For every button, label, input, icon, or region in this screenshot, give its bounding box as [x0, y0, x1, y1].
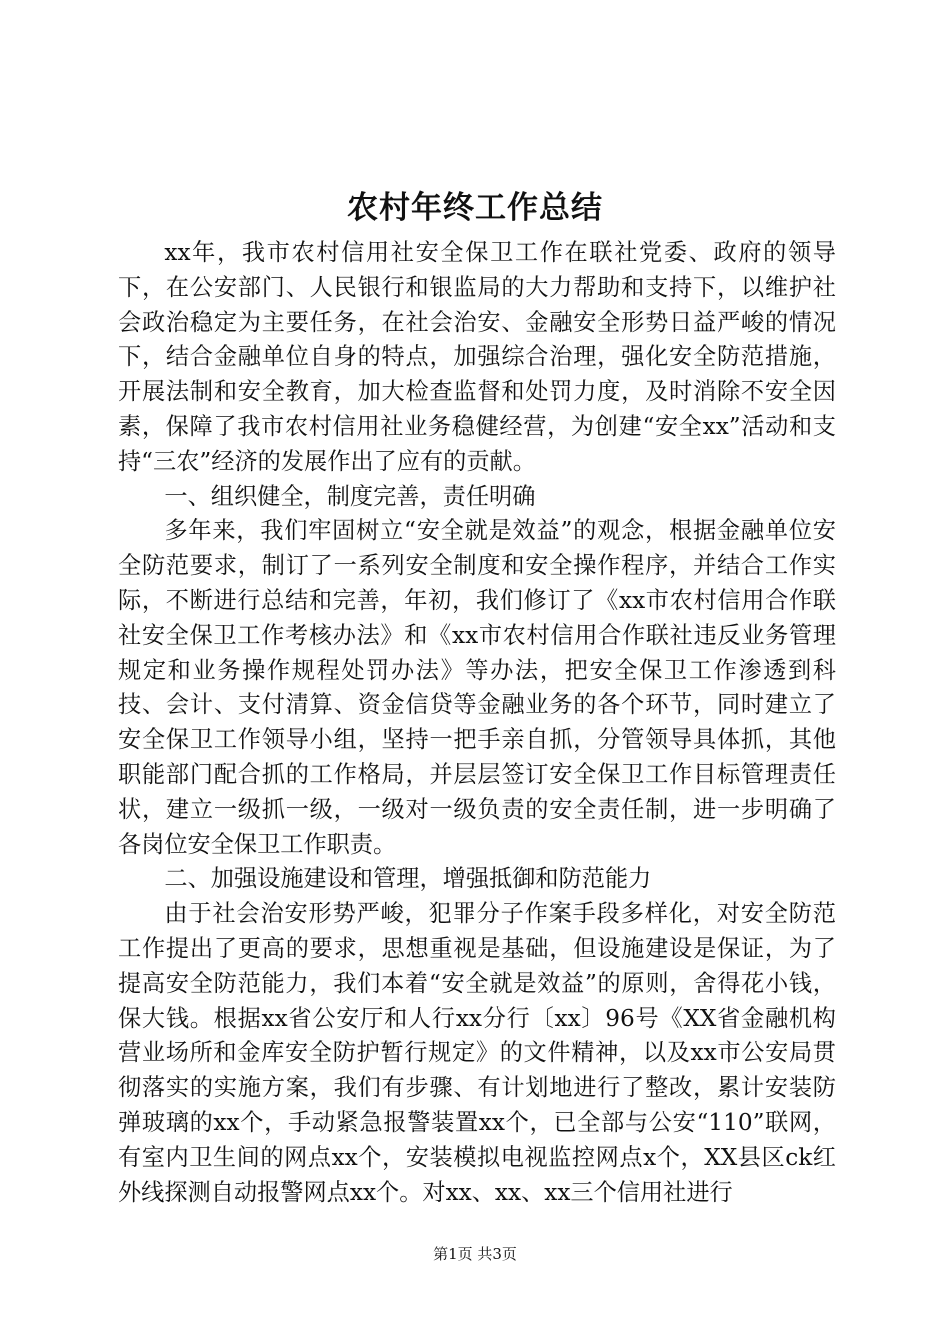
page-number-footer: 第1页 共3页 [433, 1245, 517, 1263]
section-heading-1: 一、组织健全，制度完善，责任明确 [164, 482, 536, 510]
section-heading-2: 二、加强设施建设和管理，增强抵御和防范能力 [164, 865, 652, 893]
section-paragraph-2: 由于社会治安形势严峻，犯罪分子作案手段多样化，对安全防范工作提出了更高的要求，思想重视是基础，但设施建设是保证，为了提高安全防范能力，我们本着“安全就是效益”的原则，舍得花小钱，保大钱。根据xx省公安厅和人行xx分行〔xx〕96号《XX省金融机构营业场所和金库安全防护暂行规定》的文件精神，以及xx市公安局贯彻落实的实施方案，我们有步骤、有计划地进行了整改，累计安装防弹玻璃的xx个，手动紧急报警装置xx个，已全部与公安“110”联网，有室内卫生间的网点xx个，安装模拟电视监控网点x个，XX县区ck红外线探测自动报警网点xx个。对xx、xx、xx三个信用社进行 [118, 900, 836, 1206]
document-title: 农村年终工作总结 [347, 190, 603, 226]
intro-paragraph: xx年，我市农村信用社安全保卫工作在联社党委、政府的领导下，在公安部门、人民银行和银监局的大力帮助和支持下，以维护社会政治稳定为主要任务，在社会治安、金融安全形势日益严峻的情况下，结合金融单位自身的特点，加强综合治理，强化安全防范措施，开展法制和安全教育，加大检查监督和处罚力度，及时消除不安全因素，保障了我市农村信用社业务稳健经营，为创建“安全xx”活动和支持“三农”经济的发展作出了应有的贡献。 [118, 239, 836, 475]
section-paragraph-1: 多年来，我们牢固树立“安全就是效益”的观念，根据金融单位安全防范要求，制订了一系列安全制度和安全操作程序，并结合工作实际，不断进行总结和完善，年初，我们修订了《xx市农村信用合作联社安全保卫工作考核办法》和《xx市农村信用合作联社违反业务管理规定和业务操作规程处罚办法》等办法，把安全保卫工作渗透到科技、会计、支付清算、资金信贷等金融业务的各个环节，同时建立了安全保卫工作领导小组，坚持一把手亲自抓，分管领导具体抓，其他职能部门配合抓的工作格局，并层层签订安全保卫工作目标管理责任状，建立一级抓一级，一级对一级负责的安全责任制，进一步明确了各岗位安全保卫工作职责。 [118, 517, 836, 858]
document-body [118, 236, 836, 1210]
